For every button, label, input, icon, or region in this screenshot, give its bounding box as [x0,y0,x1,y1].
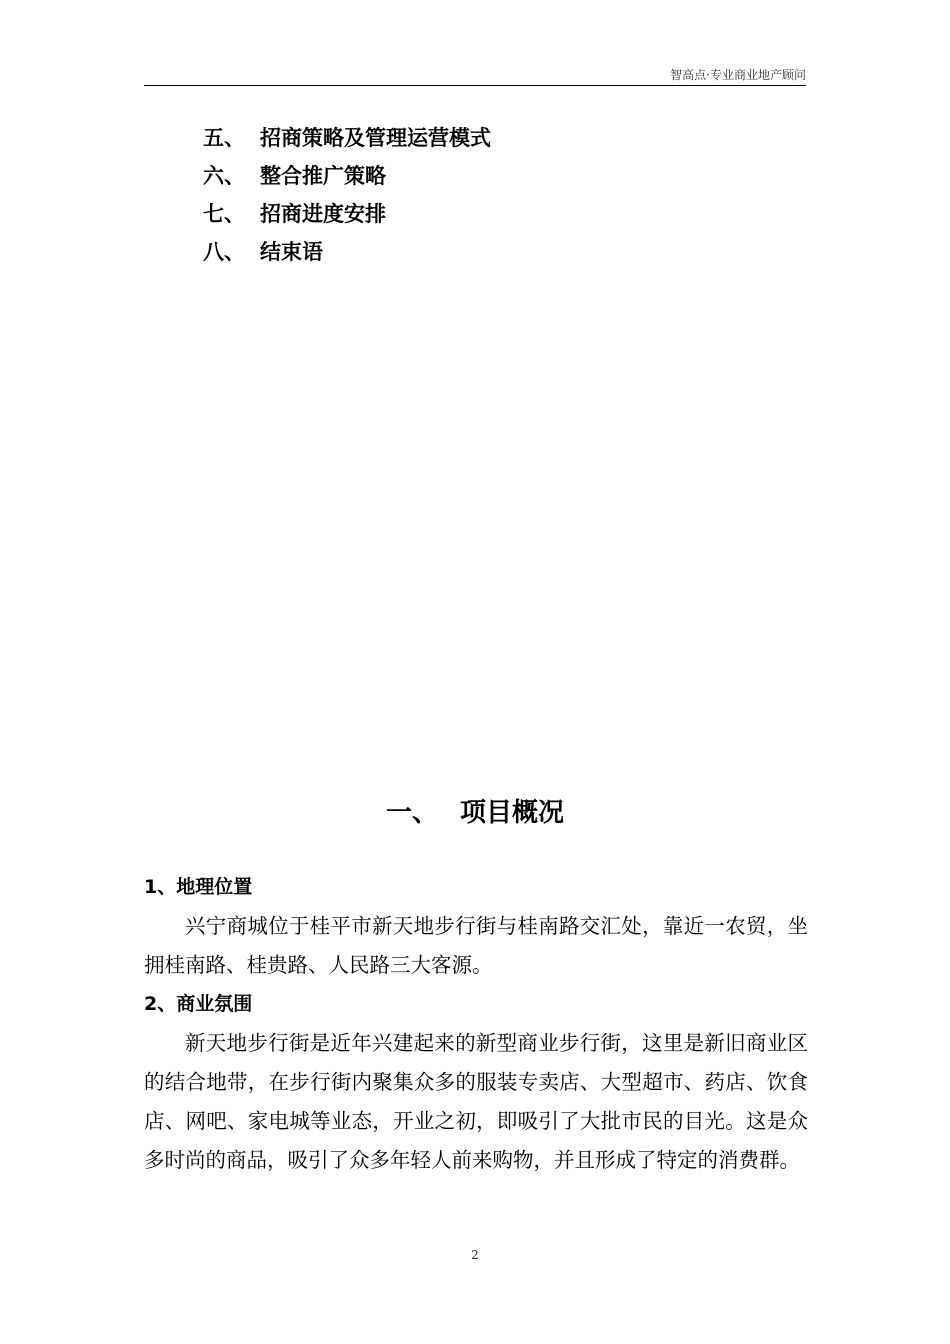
toc-item-label: 招商策略及管理运营模式 [260,126,491,150]
toc-item-number: 六、 [203,164,245,188]
section-content [144,868,808,1180]
toc-item [203,194,491,232]
toc-item-label: 招商进度安排 [260,202,386,226]
section-number: 一、 [385,798,438,828]
subsection-heading-atmosphere: 2、商业氛围 [144,993,253,1015]
table-of-contents [203,118,491,270]
section-title-text: 项目概况 [460,798,565,828]
toc-item-label: 结束语 [260,240,323,264]
section-title [0,792,950,829]
header-divider [144,85,806,86]
toc-item-number: 八、 [203,240,245,264]
toc-item [203,232,491,270]
subsection-heading-location: 1、地理位置 [144,876,253,898]
toc-item-number: 七、 [203,202,245,226]
toc-item-number: 五、 [203,126,245,150]
toc-item [203,118,491,156]
toc-item [203,156,491,194]
subsection-body-location: 兴宁商城位于桂平市新天地步行街与桂南路交汇处，靠近一农贸，坐拥桂南路、桂贵路、人民路三大客源。 [144,914,808,977]
subsection-body-atmosphere: 新天地步行街是近年兴建起来的新型商业步行街，这里是新旧商业区的结合地带，在步行街内聚集众多的服装专卖店、大型超市、药店、饮食店、网吧、家电城等业态，开业之初，即吸引了大批市民的目光。这是众多时尚的商品，吸引了众多年轻人前来购物，并且形成了特定的消费群。 [144,1031,808,1172]
page-header-text: 智高点·专业商业地产顾问 [670,68,806,82]
page-number: 2 [471,1248,479,1262]
toc-item-label: 整合推广策略 [260,164,386,188]
